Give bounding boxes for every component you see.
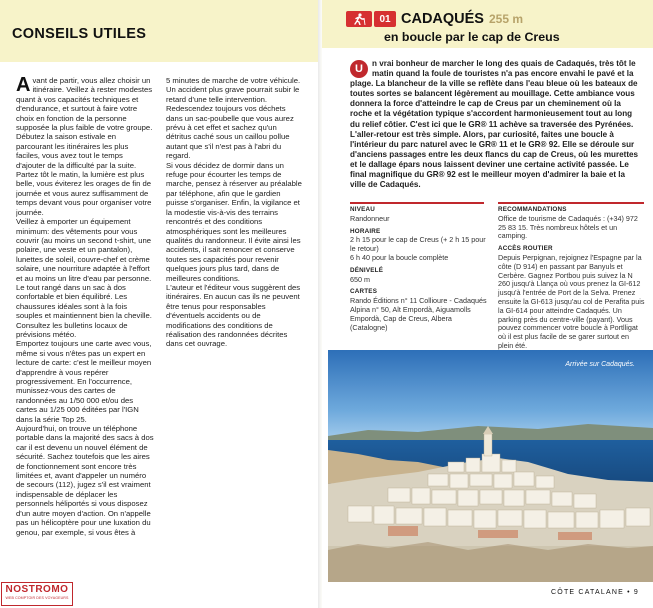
stamp-name: NOSTROMO xyxy=(5,584,69,595)
photo-caption: Arrivée sur Cadaqués. xyxy=(565,361,635,368)
route-altitude: 255 m xyxy=(488,12,524,26)
right-page xyxy=(322,0,653,608)
info-block-left xyxy=(350,206,490,332)
hiker-icon xyxy=(346,11,372,27)
info-rule-right xyxy=(498,202,644,204)
column-1-text: vant de partir, vous allez choisir un itinéraire. Veillez à rester modestes quant à vos capacités techniques et d'endurance, et surtout à faire votre choix en fonction de la personne supposée la plus faible de votre groupe. Débutez la saison estivale en parcourant les itinéraires les plus faciles, vous avez tout le temps d'ajouter de la difficulté par la suite. Partez tôt le matin, la lumière est plus belle, vous éviterez les orages de fin de journée et vous aurez suffisamment de temps devant vous pour organiser votre journée. Veillez à emporter un équipement minimum: des vêtements pour vous couvrir (au moins un second t-shirt, une polaire, une veste et un pantalon), lunettes de soleil, couvre-chef et crème solaire, une nourriture adaptée à l'effort et au moins un litre d'eau par personne. Le tout rangé dans un sac à dos confortable et bien équilibré. Les chaussures idéales sont à la fois souples et maintiennent bien la cheville. Consultez les bulletins locaux de prévisions météo. Emportez toujours une carte avec vous, même si vous n'êtes pas un expert en lecture de carte: c'est le meilleur moyen d'apprendre à vous repérer progressivement. En l'occurrence, munissez-vous des cartes de randonnées au 1/50 000 et/ou des cartes au 1/25 000 éditées par l'IGN dans la série Top 25. Aujourd'hui, on trouve un téléphone portable dans la majorité des sacs à dos car il est devenu un nouvel élément de sécurité. Sachez toutefois que les aires de fonctionnement sont encore très limitées et, avant d'appeler un numéro de secours (112), jugez s'il est vraiment indispensable de déplacer les personnels héliportés si vous disposez d'un autre moyen d'action. On n'appelle pas un hélicoptère pour une luxation du genou, par exemple, si vous êtes à xyxy=(16,76,154,537)
page-title: CONSEILS UTILES xyxy=(12,26,147,42)
left-page xyxy=(0,0,322,608)
info-value-horaire: 2 h 15 pour le cap de Creus (+ 2 h 15 pour le retour) 6 h 40 pour la boucle complète xyxy=(350,235,486,262)
cadaques-photo xyxy=(328,350,653,582)
info-label-recommandations: RECOMMANDATIONS xyxy=(498,206,567,213)
page-footer: CÔTE CATALANE • 9 xyxy=(551,589,639,596)
info-label-cartes: CARTES xyxy=(350,288,378,296)
intro-drop-cap: U xyxy=(350,60,368,78)
route-subtitle: en boucle par le cap de Creus xyxy=(384,30,560,44)
info-block-right xyxy=(498,206,646,351)
info-value-cartes: Rando Éditions n° 11 Collioure - Cadaqués Alpina n° 50, Alt Empordà, Aiguamolls Empordà, Cap de Creus, Albera (Catalogne) xyxy=(350,296,487,332)
info-value-acces-routier: Depuis Perpignan, rejoignez l'Espagne par la côte (D 914) en passant par Banyuls et Cerbère. Gagnez Portbou puis suivez la N 260 jusqu'à Llança où vous prenez la GI-612 jusqu'à l'entrée de Port de la Selva. Prenez ensuite la GI-613 jusqu'au col de Perafita puis la GI-614 pour atteindre Cadaqués. Un parking près du centre-ville (payant). Vous pouvez commencer votre boucle à Portlligat où il est plus facile de se garer surtout en plein été. xyxy=(498,252,645,350)
body-column-1 xyxy=(16,76,154,604)
stamp-subtitle: WEB COMPTOIR DES VOYAGEURS xyxy=(5,596,69,600)
info-label-niveau: NIVEAU xyxy=(350,206,375,213)
nostromo-stamp xyxy=(1,582,73,606)
route-name: CADAQUÉS xyxy=(401,11,484,27)
body-column-2: 5 minutes de marche de votre véhicule. Un accident plus grave pourrait subir le retard d'une telle intervention. Redescendez toujours vos déchets dans un sac-poubelle que vous aurez prévu à cet effet et sachez qu'un détritus caché sous un caillou pollue autant que s'il n'est pas à l'abri du regard. Si vous décidez de dormir dans un refuge pour écourter les temps de marche, pensez à réserver au préalable par téléphone, afin que le gardien puisse s'organiser. Enfin, la vigilance et la modestie vis-à-vis des terrains rencontrés et des conditions atmosphériques sont les meilleures qualités du randonneur. Il évite ainsi les accidents, il sait renoncer et conserve toutes ses capacités pour revenir quelques jours plus tard, dans de meilleures conditions. L'auteur et l'éditeur vous suggèrent des itinéraires. En aucun cas ils ne peuvent être tenus pour responsables d'éventuels accidents ou de modifications des conditions de réalisation des randonnées décrites dans cet ouvrage. xyxy=(166,76,302,349)
drop-cap: A xyxy=(16,76,31,96)
info-label-horaire: HORAIRE xyxy=(350,227,381,235)
info-label-denivele: DÉNIVELÉ xyxy=(350,266,384,274)
route-intro xyxy=(350,59,640,190)
route-number: 01 xyxy=(374,11,396,27)
intro-text: n vrai bonheur de marcher le long des quais de Cadaqués, très tôt le matin quand la foule de touristes n'a pas encore envahi le pavé et la plage. La blancheur de la ville se reflète dans l'eau bleue où les bateaux de toutes sortes se balancent légèrement au mouillage. Cette ambiance vous donnera la force d'atteindre le cap de Creus par un cheminement où la roche et la végétation typique s'accordent harmonieusement tout au long du relief côtier. C'est ici que le GR® 11 achève sa traversée des Pyrénées. L'aller-retour est très simple. Alors, par curiosité, faites une boucle à l'intérieur du parc naturel avec le GR® 11 et le GR® 92. Elle se déroule sur d'anciens passages entre les deux flancs du cap de Creus, où les murettes et le dallage épars nous laissent deviner une certaine activité passée. Le final magnifique du GR® 92 est le meilleur moyen d'admirer la baie et la ville de Cadaqués. xyxy=(350,59,639,190)
info-value-niveau: Randonneur xyxy=(350,213,390,223)
info-rule-left xyxy=(350,202,484,204)
info-value-denivele: 650 m xyxy=(350,274,370,284)
route-header xyxy=(346,10,523,28)
info-value-recommandations: Office de tourisme de Cadaqués : (+34) 972 25 83 15. Très nombreux hôtels et un camping. xyxy=(498,213,638,241)
info-label-acces-routier: ACCÈS ROUTIER xyxy=(498,245,553,253)
